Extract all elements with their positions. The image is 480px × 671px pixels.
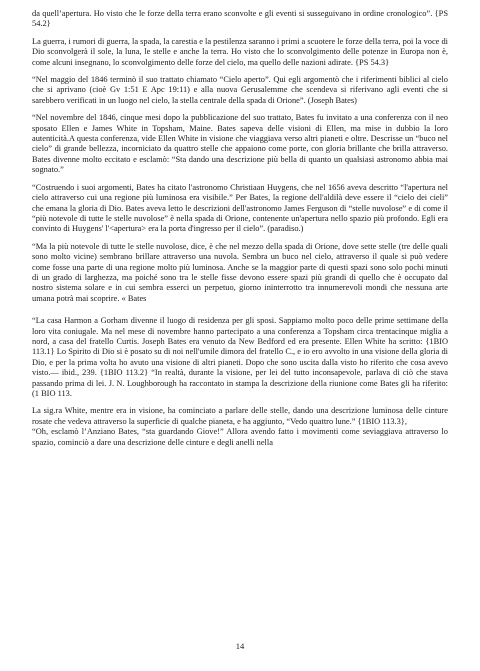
paragraph: “Oh, esclamò l’Anziano Bates, “sta guardando Giove!” Allora avendo fatto i movimenti come seviaggiava attraverso lo spazio, cominciò a dare una descrizione delle cinture e degli anelli nella xyxy=(32,427,448,447)
paragraph: “Nel novembre del 1846, cinque mesi dopo la pubblicazione del suo trattato, Bates fu invitato a una conferenza con il neo sposato Ellen e James White in Topsham, Maine. Bates sapeva delle visioni di Ellen, ma mise in dubbio la loro autenticità.A questa conferenza, vide Ellen White in visione che viaggiava verso altri pianeti e oltre. Descrisse un “buco nel cielo” di grande bellezza, incorniciato da quattro stelle che appaiono come porte, con gloria brillante che brilla attraverso. Bates divenne molto eccitato e esclamò: “Sta dando una descrizione più bella di quanto un qualsiasi astronomo abbia mai sognato.” xyxy=(32,113,448,175)
paragraph: La guerra, i rumori di guerra, la spada, la carestia e la pestilenza saranno i primi a scuotere le forze della terra, poi la voce di Dio sconvolgerà il sole, la luna, le stelle e anche la terra. Ho visto che lo sconvolgimento delle potenze in Europa non è, come alcuni insegnano, lo sconvolgimento delle forze del cielo, ma quello delle nazioni adirate. {PS 54.3} xyxy=(32,36,448,67)
paragraph: da quell’apertura. Ho visto che le forze della terra erano sconvolte e gli eventi si susseguivano in ordine cronologico”. {PS 54.2} xyxy=(32,9,448,29)
paragraph: La sig.ra White, mentre era in visione, ha cominciato a parlare delle stelle, dando una descrizione luminosa delle cinture rosate che vedeva attraverso la superficie di qualche pianeta, e ha aggiunto, “Vedo quattro lune.” {1BIO 113.3}, xyxy=(32,406,448,426)
page-number: 14 xyxy=(235,641,245,651)
paragraph: “Nel maggio del 1846 terminò il suo trattato chiamato “Cielo aperto”. Qui egli argomentò che i riferimenti biblici al cielo che si aprivano (cioè Gv 1:51 E Apc 19:11) e alla nuova Gerusalemme che scendeva si riferivano agli eventi che si sarebbero verificati in un luogo nel cielo, la stella centrale della spada di Orione”. (Joseph Bates) xyxy=(32,75,448,105)
paragraph: “Ma la più notevole di tutte le stelle nuvolose, dice, è che nel mezzo della spada di Orione, dove sette stelle (tre delle quali sono molto vicine) sembrano brillare attraverso una nuvola. Sembra un buco nel cielo, attraverso il quale si può vedere come fosse una parte di una regione molto più luminosa. Anche se la maggior parte di questi spazi sono solo pochi minuti di un grado di larghezza, ma poiché sono tra le stelle fisse devono essere spazi più grandi di quello che è occupato dal nostro sistema solare e in cui sembra esserci un perpetuo, giorno ininterrotto tra innumerevoli mondi che nessuna arte umana potrà mai scoprire. « Bates xyxy=(32,241,448,303)
paragraph: “La casa Harmon a Gorham divenne il luogo di residenza per gli sposi. Sappiamo molto poco delle prime settimane della loro vita coniugale. Ma nel mese di novembre hanno partecipato a una conferenza a Topsham circa trentacinque miglia a nord, a casa del fratello Curtis. Joseph Bates era venuto da New Bedford ed era presente. Ellen White ha scritto: {1BIO 113.1} Lo Spirito di Dio si è posato su di noi nell'umile dimora del fratello C., e io ero avvolto in una visione della gloria di Dio, e per la prima volta ho avuto una visione di altri pianeti. Dopo che sono uscita dalla visto ho riferito che cosa avevo visto.— ibid., 239. {1BIO 113.2} “In realtà, durante la visione, per lei del tutto inconsapevole, parlava di ciò che stava passando prima di lei. J. N. Loughborough ha raccontato in stampa la descrizione della riunione come Bates gli ha riferito: (1 BIO 113. xyxy=(32,316,448,398)
paragraph: “Costruendo i suoi argomenti, Bates ha citato l'astronomo Christiaan Huygens, che nel 1656 aveva descritto “l'apertura nel cielo attraverso cui una regione più luminosa era visibile.” Per Bates, la regione dell'aldilà deve essere il “cielo dei cieli” che emana la gloria di Dio. Bates aveva letto le descrizioni dell'astronomo James Ferguson di “stelle nuvolose” e di come il “più notevole di tutte le stelle nuvolose” è nella spada di Orione, contenente un'apertura nello spazio più profondo. Egli era convinto di Huygens' l'<apertura> era la porta d'ingresso per il cielo”. (paradiso.) xyxy=(32,182,448,234)
